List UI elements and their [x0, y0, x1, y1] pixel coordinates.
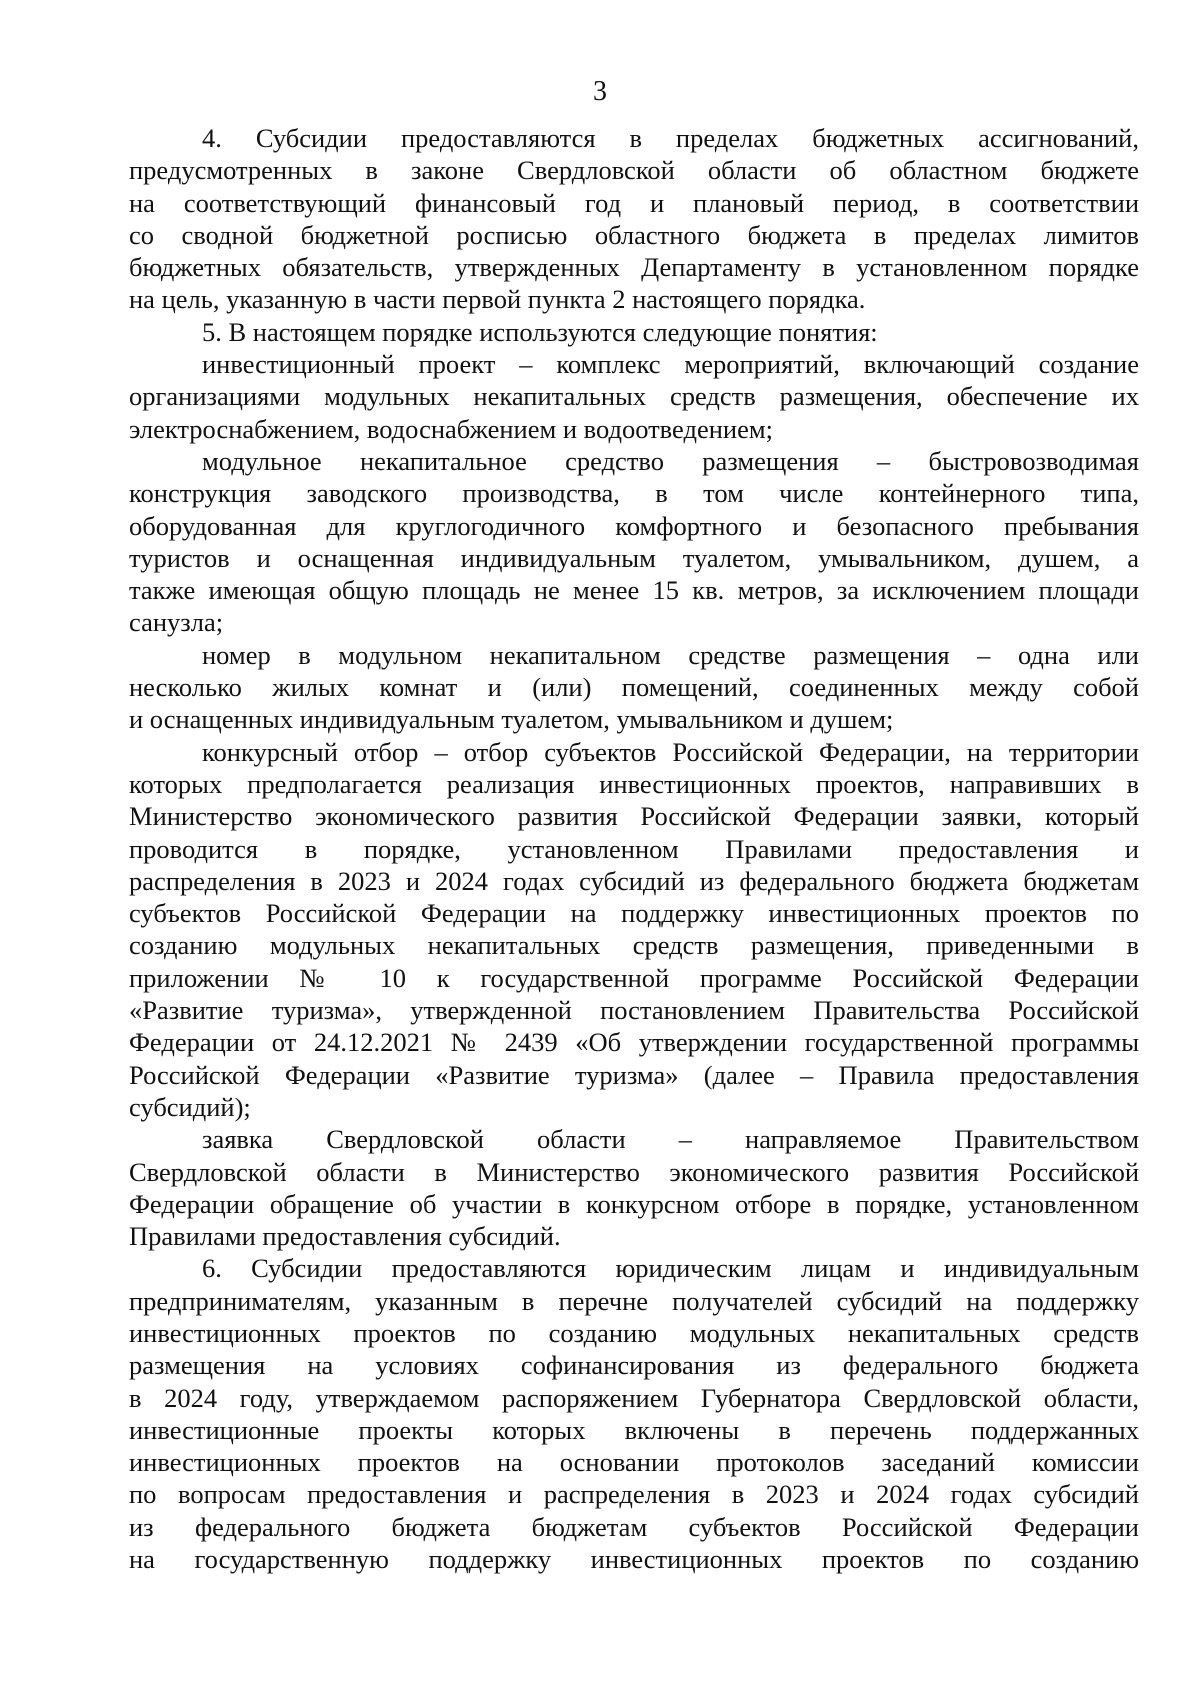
text-line: приложении № 10 к государственной программе Российской Федерации: [129, 962, 1139, 993]
text-line: конструкция заводского производства, в том числе контейнерного типа,: [129, 478, 1139, 509]
text-line: санузла;: [129, 607, 224, 638]
text-line: на цель, указанную в части первой пункта 2 настоящего порядка.: [129, 284, 866, 315]
text-line: заявка Свердловской области – направляемое Правительством: [202, 1124, 1139, 1155]
text-line: «Развитие туризма», утвержденной постановлением Правительства Российской: [129, 995, 1139, 1026]
text-line: со сводной бюджетной росписью областного бюджета в пределах лимитов: [129, 219, 1139, 250]
text-line: Федерации обращение об участии в конкурсном отборе в порядке, установленном: [129, 1188, 1139, 1219]
text-line: созданию модульных некапитальных средств размещения, приведенными в: [129, 930, 1139, 961]
text-line: проводится в порядке, установленном Правилами предоставления и: [129, 833, 1139, 864]
text-line: инвестиционных проектов на основании протоколов заседаний комиссии: [129, 1447, 1139, 1478]
text-line: Правилами предоставления субсидий.: [129, 1221, 561, 1252]
text-line: несколько жилых комнат и (или) помещений, соединенных между собой: [129, 672, 1139, 703]
text-line: организациями модульных некапитальных средств размещения, обеспечение их: [129, 381, 1139, 412]
text-line: также имеющая общую площадь не менее 15 кв. метров, за исключением площади: [129, 575, 1139, 606]
text-line: и оснащенных индивидуальным туалетом, умывальником и душем;: [129, 704, 894, 735]
text-line: инвестиционный проект – комплекс мероприятий, включающий создание: [202, 349, 1139, 380]
text-line: Свердловской области в Министерство экономического развития Российской: [129, 1156, 1139, 1187]
text-line: на государственную поддержку инвестиционных проектов по созданию: [129, 1544, 1139, 1575]
text-line: по вопросам предоставления и распределения в 2023 и 2024 годах субсидий: [129, 1479, 1139, 1510]
text-line: туристов и оснащенная индивидуальным туалетом, умывальником, душем, а: [129, 542, 1139, 573]
text-line: на соответствующий финансовый год и плановый период, в соответствии: [129, 187, 1139, 218]
text-line: 4. Субсидии предоставляются в пределах бюджетных ассигнований,: [202, 123, 1139, 153]
text-line: которых предполагается реализация инвестиционных проектов, направивших в: [129, 768, 1139, 799]
document-body: [129, 122, 1139, 1575]
text-line: модульное некапитальное средство размещения – быстровозводимая: [202, 445, 1139, 476]
text-line: конкурсный отбор – отбор субъектов Российской Федерации, на территории: [202, 736, 1139, 767]
text-line: номер в модульном некапитальном средстве размещения – одна или: [202, 639, 1139, 670]
text-line: Федерации от 24.12.2021 № 2439 «Об утверждении государственной программы: [129, 1027, 1139, 1058]
text-line: из федерального бюджета бюджетам субъектов Российской Федерации: [129, 1511, 1139, 1542]
text-line: субъектов Российской Федерации на поддержку инвестиционных проектов по: [129, 898, 1139, 929]
text-line: инвестиционных проектов по созданию модульных некапитальных средств: [129, 1317, 1139, 1348]
text-line: Министерство экономического развития Российской Федерации заявки, который: [129, 801, 1139, 832]
text-line: оборудованная для круглогодичного комфортного и безопасного пребывания: [129, 510, 1139, 541]
text-line: бюджетных обязательств, утвержденных Департаменту в установленном порядке: [129, 252, 1139, 283]
text-line: в 2024 году, утверждаемом распоряжением Губернатора Свердловской области,: [129, 1382, 1139, 1413]
text-line: предусмотренных в законе Свердловской области об областном бюджете: [129, 155, 1139, 186]
text-line: Российской Федерации «Развитие туризма» (далее – Правила предоставления: [129, 1059, 1139, 1090]
text-line: субсидий);: [129, 1091, 251, 1122]
text-line: инвестиционные проекты которых включены в перечень поддержанных: [129, 1414, 1139, 1445]
text-line: предпринимателям, указанным в перечне получателей субсидий на поддержку: [129, 1285, 1139, 1316]
page-number: 3: [593, 76, 607, 107]
text-line: электроснабжением, водоснабжением и водоотведением;: [129, 413, 773, 444]
text-line: размещения на условиях софинансирования из федерального бюджета: [129, 1350, 1139, 1381]
text-line: 6. Субсидии предоставляются юридическим лицам и индивидуальным: [202, 1253, 1139, 1284]
text-line: 5. В настоящем порядке используются следующие понятия:: [202, 316, 878, 347]
text-line: распределения в 2023 и 2024 годах субсидий из федерального бюджета бюджетам: [129, 865, 1139, 896]
